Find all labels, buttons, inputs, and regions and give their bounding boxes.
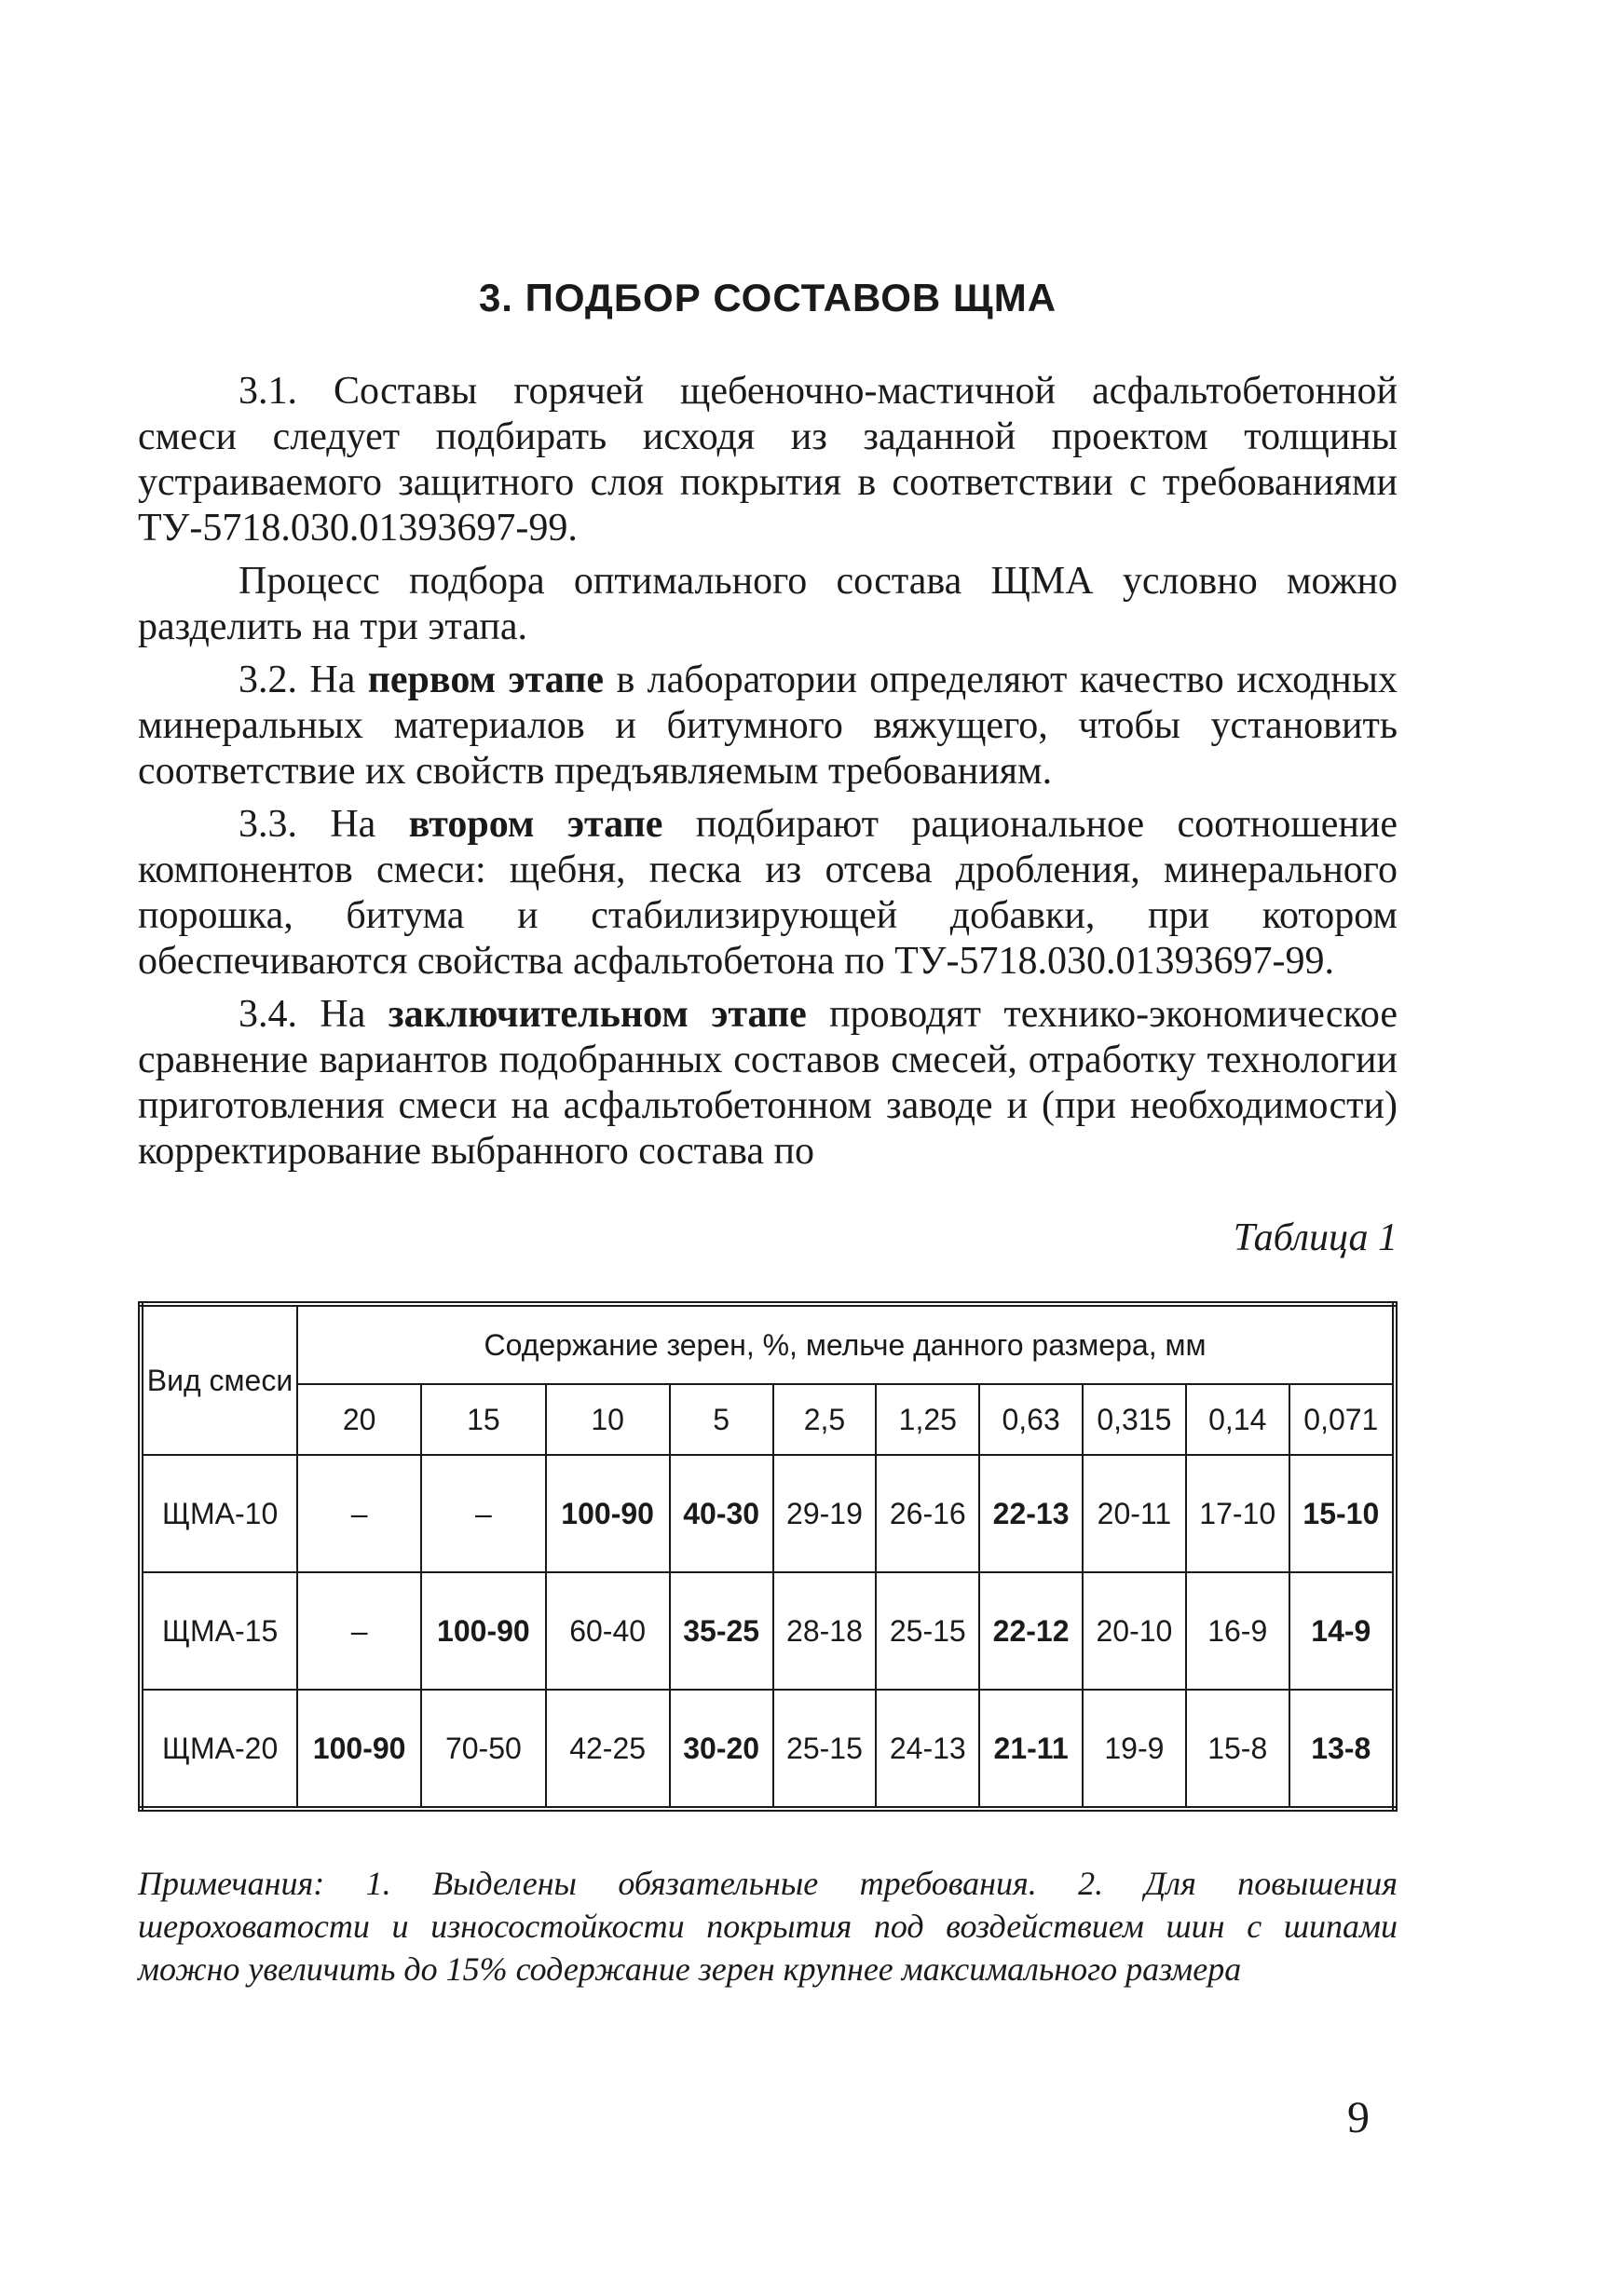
paragraph-text: 3.3. На bbox=[239, 803, 409, 846]
size-header: 20 bbox=[297, 1384, 421, 1455]
size-header: 10 bbox=[546, 1384, 670, 1455]
value-cell: 25-15 bbox=[876, 1572, 979, 1690]
paragraph-text: 3.4. На bbox=[239, 993, 389, 1036]
paragraph-process: Процесс подбора оптимального состава ЩМА условно можно разделить на три этапа. bbox=[138, 560, 1398, 648]
required-value-cell: 100-90 bbox=[421, 1572, 545, 1690]
value-cell: 20-10 bbox=[1083, 1572, 1186, 1690]
required-value-cell: 40-30 bbox=[670, 1455, 773, 1572]
page bbox=[138, 276, 1398, 1990]
table-row bbox=[141, 1455, 1395, 1572]
value-cell: 42-25 bbox=[546, 1690, 670, 1809]
paragraph-text: проводят технико-экономическое сравнение вариантов подобранных составов смесей, отработку технологии приготовления смеси на асфальтобетонном заводе и (при необходимости) корректирование выбранного состава по bbox=[138, 993, 1398, 1173]
required-value-cell: 35-25 bbox=[670, 1572, 773, 1690]
value-cell: 24-13 bbox=[876, 1690, 979, 1809]
value-cell: 25-15 bbox=[773, 1690, 877, 1809]
size-header: 5 bbox=[670, 1384, 773, 1455]
table-notes: Примечания: 1. Выделены обязательные требования. 2. Для повышения шероховатости и износостойкости покрытия под воздействием шин с шипами можно увеличить до 15% содержание зерен крупнее максимального размера bbox=[138, 1865, 1398, 1988]
size-header: 1,25 bbox=[876, 1384, 979, 1455]
required-value-cell: 21-11 bbox=[979, 1690, 1083, 1809]
required-value-cell: 22-13 bbox=[979, 1455, 1083, 1572]
value-cell: 19-9 bbox=[1083, 1690, 1186, 1809]
required-value-cell: 100-90 bbox=[546, 1455, 670, 1572]
value-cell: 70-50 bbox=[421, 1690, 545, 1809]
emphasis-second-stage: втором этапе bbox=[408, 803, 663, 846]
size-header: 2,5 bbox=[773, 1384, 877, 1455]
mix-type-header: Вид смеси bbox=[141, 1304, 297, 1455]
paragraph-3-2 bbox=[138, 658, 1398, 795]
table-row bbox=[141, 1690, 1395, 1809]
grain-composition-table bbox=[138, 1301, 1398, 1812]
paragraph-text: подбирают рациональное соотношение компонентов смеси: щебня, песка из отсева дробления, минерального порошка, битума и стабилизирующей добавки, при котором обеспечиваются свойства асфальтобетона по ТУ-5718.030.01393697-99. bbox=[138, 803, 1398, 983]
required-value-cell: 100-90 bbox=[297, 1690, 421, 1809]
required-value-cell: 14-9 bbox=[1289, 1572, 1395, 1690]
value-cell: 20-11 bbox=[1083, 1455, 1186, 1572]
paragraph-text: в лаборатории определяют качество исходных минеральных материалов и битумного вяжущего, чтобы установить соответствие их свойств предъявляемым требованиям. bbox=[138, 659, 1398, 793]
size-header: 0,315 bbox=[1083, 1384, 1186, 1455]
emphasis-first-stage: первом этапе bbox=[367, 659, 605, 701]
value-cell: 29-19 bbox=[773, 1455, 877, 1572]
paragraph-3-4 bbox=[138, 992, 1398, 1175]
paragraph-text: 3.2. На bbox=[239, 659, 368, 701]
mix-type-cell: ЩМА-15 bbox=[141, 1572, 297, 1690]
grain-content-header: Содержание зерен, %, мельче данного размера, мм bbox=[297, 1304, 1395, 1384]
size-header: 15 bbox=[421, 1384, 545, 1455]
value-cell: 17-10 bbox=[1186, 1455, 1289, 1572]
emphasis-final-stage: заключительном этапе bbox=[388, 993, 807, 1036]
page-number: 9 bbox=[1347, 2093, 1370, 2142]
section-heading: 3. ПОДБОР СОСТАВОВ ЩМА bbox=[478, 276, 1057, 319]
paragraph-3-1: 3.1. Составы горячей щебеночно-мастичной асфальтобетонной смеси следует подбирать исходя из заданной проектом толщины устраиваемого защитного слоя покрытия в соответствии с требованиями ТУ-5718.030.01393697-99. bbox=[138, 370, 1398, 550]
size-header: 0,071 bbox=[1289, 1384, 1395, 1455]
value-cell: 26-16 bbox=[876, 1455, 979, 1572]
size-header: 0,14 bbox=[1186, 1384, 1289, 1455]
table-row bbox=[141, 1572, 1395, 1690]
mix-type-cell: ЩМА-20 bbox=[141, 1690, 297, 1809]
value-cell: 16-9 bbox=[1186, 1572, 1289, 1690]
value-cell: – bbox=[297, 1572, 421, 1690]
required-value-cell: 22-12 bbox=[979, 1572, 1083, 1690]
value-cell: – bbox=[297, 1455, 421, 1572]
required-value-cell: 13-8 bbox=[1289, 1690, 1395, 1809]
value-cell: – bbox=[421, 1455, 545, 1572]
required-value-cell: 30-20 bbox=[670, 1690, 773, 1809]
value-cell: 15-8 bbox=[1186, 1690, 1289, 1809]
mix-type-cell: ЩМА-10 bbox=[141, 1455, 297, 1572]
size-header: 0,63 bbox=[979, 1384, 1083, 1455]
value-cell: 28-18 bbox=[773, 1572, 877, 1690]
required-value-cell: 15-10 bbox=[1289, 1455, 1395, 1572]
paragraph-3-3 bbox=[138, 802, 1398, 985]
value-cell: 60-40 bbox=[546, 1572, 670, 1690]
table-caption: Таблица 1 bbox=[1233, 1216, 1398, 1259]
